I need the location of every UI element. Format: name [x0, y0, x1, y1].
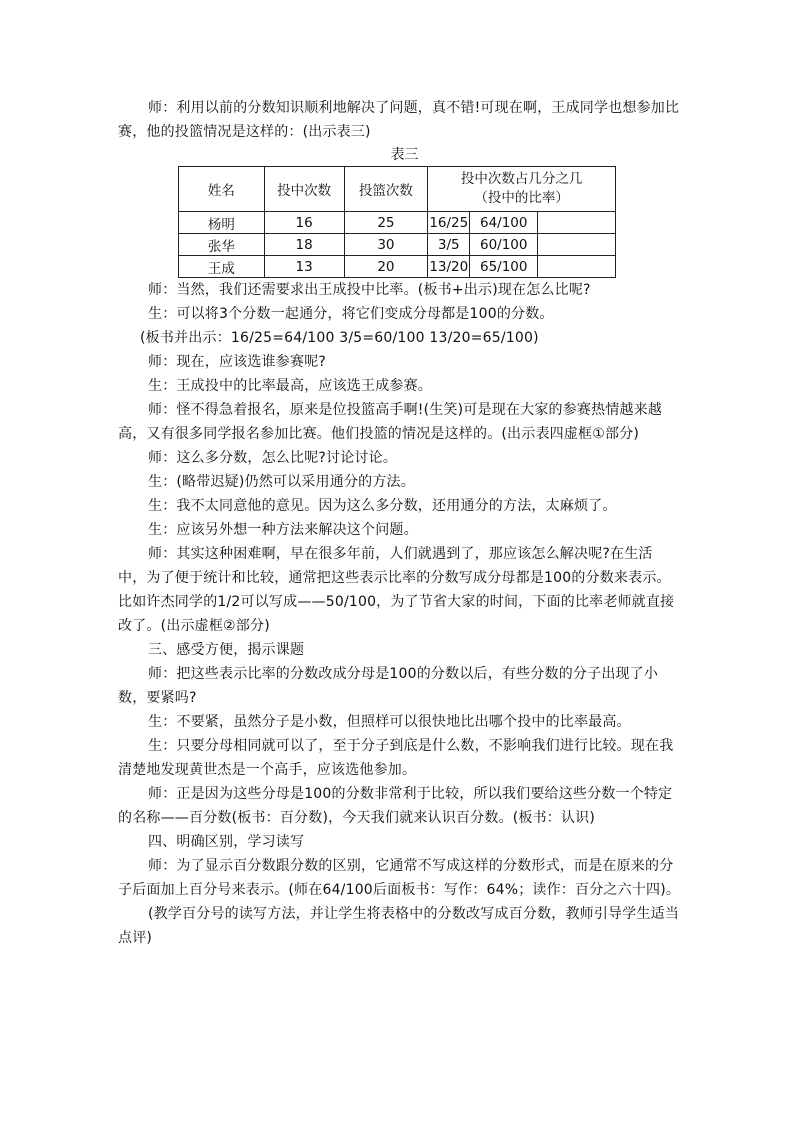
paragraph: 生：不要紧，虽然分子是小数，但照样可以很快地比出哪个投中的比率最高。: [148, 714, 631, 730]
cell-percent-fraction: 60/100: [470, 234, 538, 256]
cell-name: 杨明: [179, 212, 265, 234]
cell-shots: 20: [344, 256, 428, 278]
header-hits: 投中次数: [264, 167, 344, 212]
cell-empty: [538, 212, 616, 234]
cell-fraction: 13/20: [428, 256, 470, 278]
paragraph: 生：只要分母相同就可以了，至于分子到底是什么数，不影响我们进行比较。现在我清楚地发现黄世杰是一个高手，应该选他参加。: [118, 738, 674, 778]
paragraph: 生：应该另外想一种方法来解决这个问题。: [148, 522, 418, 538]
cell-fraction: 16/25: [428, 212, 470, 234]
document-page: [118, 96, 681, 950]
section-heading: 四、明确区别，学习读写: [148, 834, 305, 850]
cell-empty: [538, 234, 616, 256]
paragraph: 师：现在，应该选谁参赛呢?: [148, 354, 327, 370]
paragraph: 生：可以将3个分数一起通分，将它们变成分母都是100的分数。: [148, 306, 554, 322]
cell-percent-fraction: 64/100: [470, 212, 538, 234]
table-header-row: [179, 167, 616, 212]
paragraph: 师：为了显示百分数跟分数的区别，它通常不写成这样的分数形式，而是在原来的分子后面加上百分号来表示。(师在64/100后面板书：写作：64%；读作：百分之六十四)。: [118, 858, 681, 898]
cell-percent-fraction: 65/100: [470, 256, 538, 278]
header-ratio-line1: 投中次数占几分之几: [460, 171, 583, 187]
table-row: [179, 212, 616, 234]
cell-shots: 30: [344, 234, 428, 256]
board-note: (板书并出示：16/25=64/100 3/5=60/100 13/20=65/100): [140, 330, 539, 346]
cell-name: 王成: [179, 256, 265, 278]
header-ratio-line2: （投中的比率）: [474, 190, 569, 206]
cell-fraction: 3/5: [428, 234, 470, 256]
cell-empty: [538, 256, 616, 278]
table-row: [179, 234, 616, 256]
paragraph: 生：(略带迟疑)仍然可以采用通分的方法。: [148, 474, 415, 490]
paragraph: 师：其实这种困难啊，早在很多年前，人们就遇到了，那应该怎么解决呢?在生活中，为了便于统计和比较，通常把这些表示比率的分数写成分母都是100的分数来表示。比如许杰同学的1/2可以写成——50/100，为了节省大家的时间，下面的比率老师就直接改了。(出示虚框②部分): [118, 546, 675, 634]
cell-name: 张华: [179, 234, 265, 256]
header-name: 姓名: [179, 167, 265, 212]
paragraph: 师：正是因为这些分母是100的分数非常利于比较，所以我们要给这些分数一个特定的名称——百分数(板书：百分数)，今天我们就来认识百分数。(板书：认识): [118, 786, 673, 826]
paragraph: 师：当然，我们还需要求出王成投中比率。(板书+出示)现在怎么比呢?: [148, 282, 591, 298]
paragraph: 师：利用以前的分数知识顺利地解决了问题，真不错!可现在啊，王成同学也想参加比赛，他的投篮情况是这样的：(出示表三): [118, 100, 680, 140]
cell-shots: 25: [344, 212, 428, 234]
cell-hits: 16: [264, 212, 344, 234]
paragraph: 师：把这些表示比率的分数改成分母是100的分数以后，有些分数的分子出现了小数，要紧吗?: [118, 666, 659, 706]
table-caption: 表三: [390, 147, 419, 163]
cell-hits: 13: [264, 256, 344, 278]
paragraph: 师：这么多分数，怎么比呢?讨论讨论。: [148, 450, 398, 466]
table-3: [178, 166, 616, 278]
table-row: [179, 256, 616, 278]
header-ratio: [428, 167, 616, 212]
paragraph: 师：怪不得急着报名，原来是位投篮高手啊!(生笑)可是现在大家的参赛热情越来越高，又有很多同学报名参加比赛。他们投篮的情况是这样的。(出示表四虚框①部分): [118, 402, 663, 442]
cell-hits: 18: [264, 234, 344, 256]
paragraph: (教学百分号的读写方法，并让学生将表格中的分数改写成百分数，教师引导学生适当点评): [118, 906, 680, 946]
section-heading: 三、感受方便，揭示课题: [148, 642, 305, 658]
header-shots: 投篮次数: [344, 167, 428, 212]
paragraph: 生：我不太同意他的意见。因为这么多分数，还用通分的方法，太麻烦了。: [148, 498, 617, 514]
paragraph: 生：王成投中的比率最高，应该选王成参赛。: [148, 378, 432, 394]
